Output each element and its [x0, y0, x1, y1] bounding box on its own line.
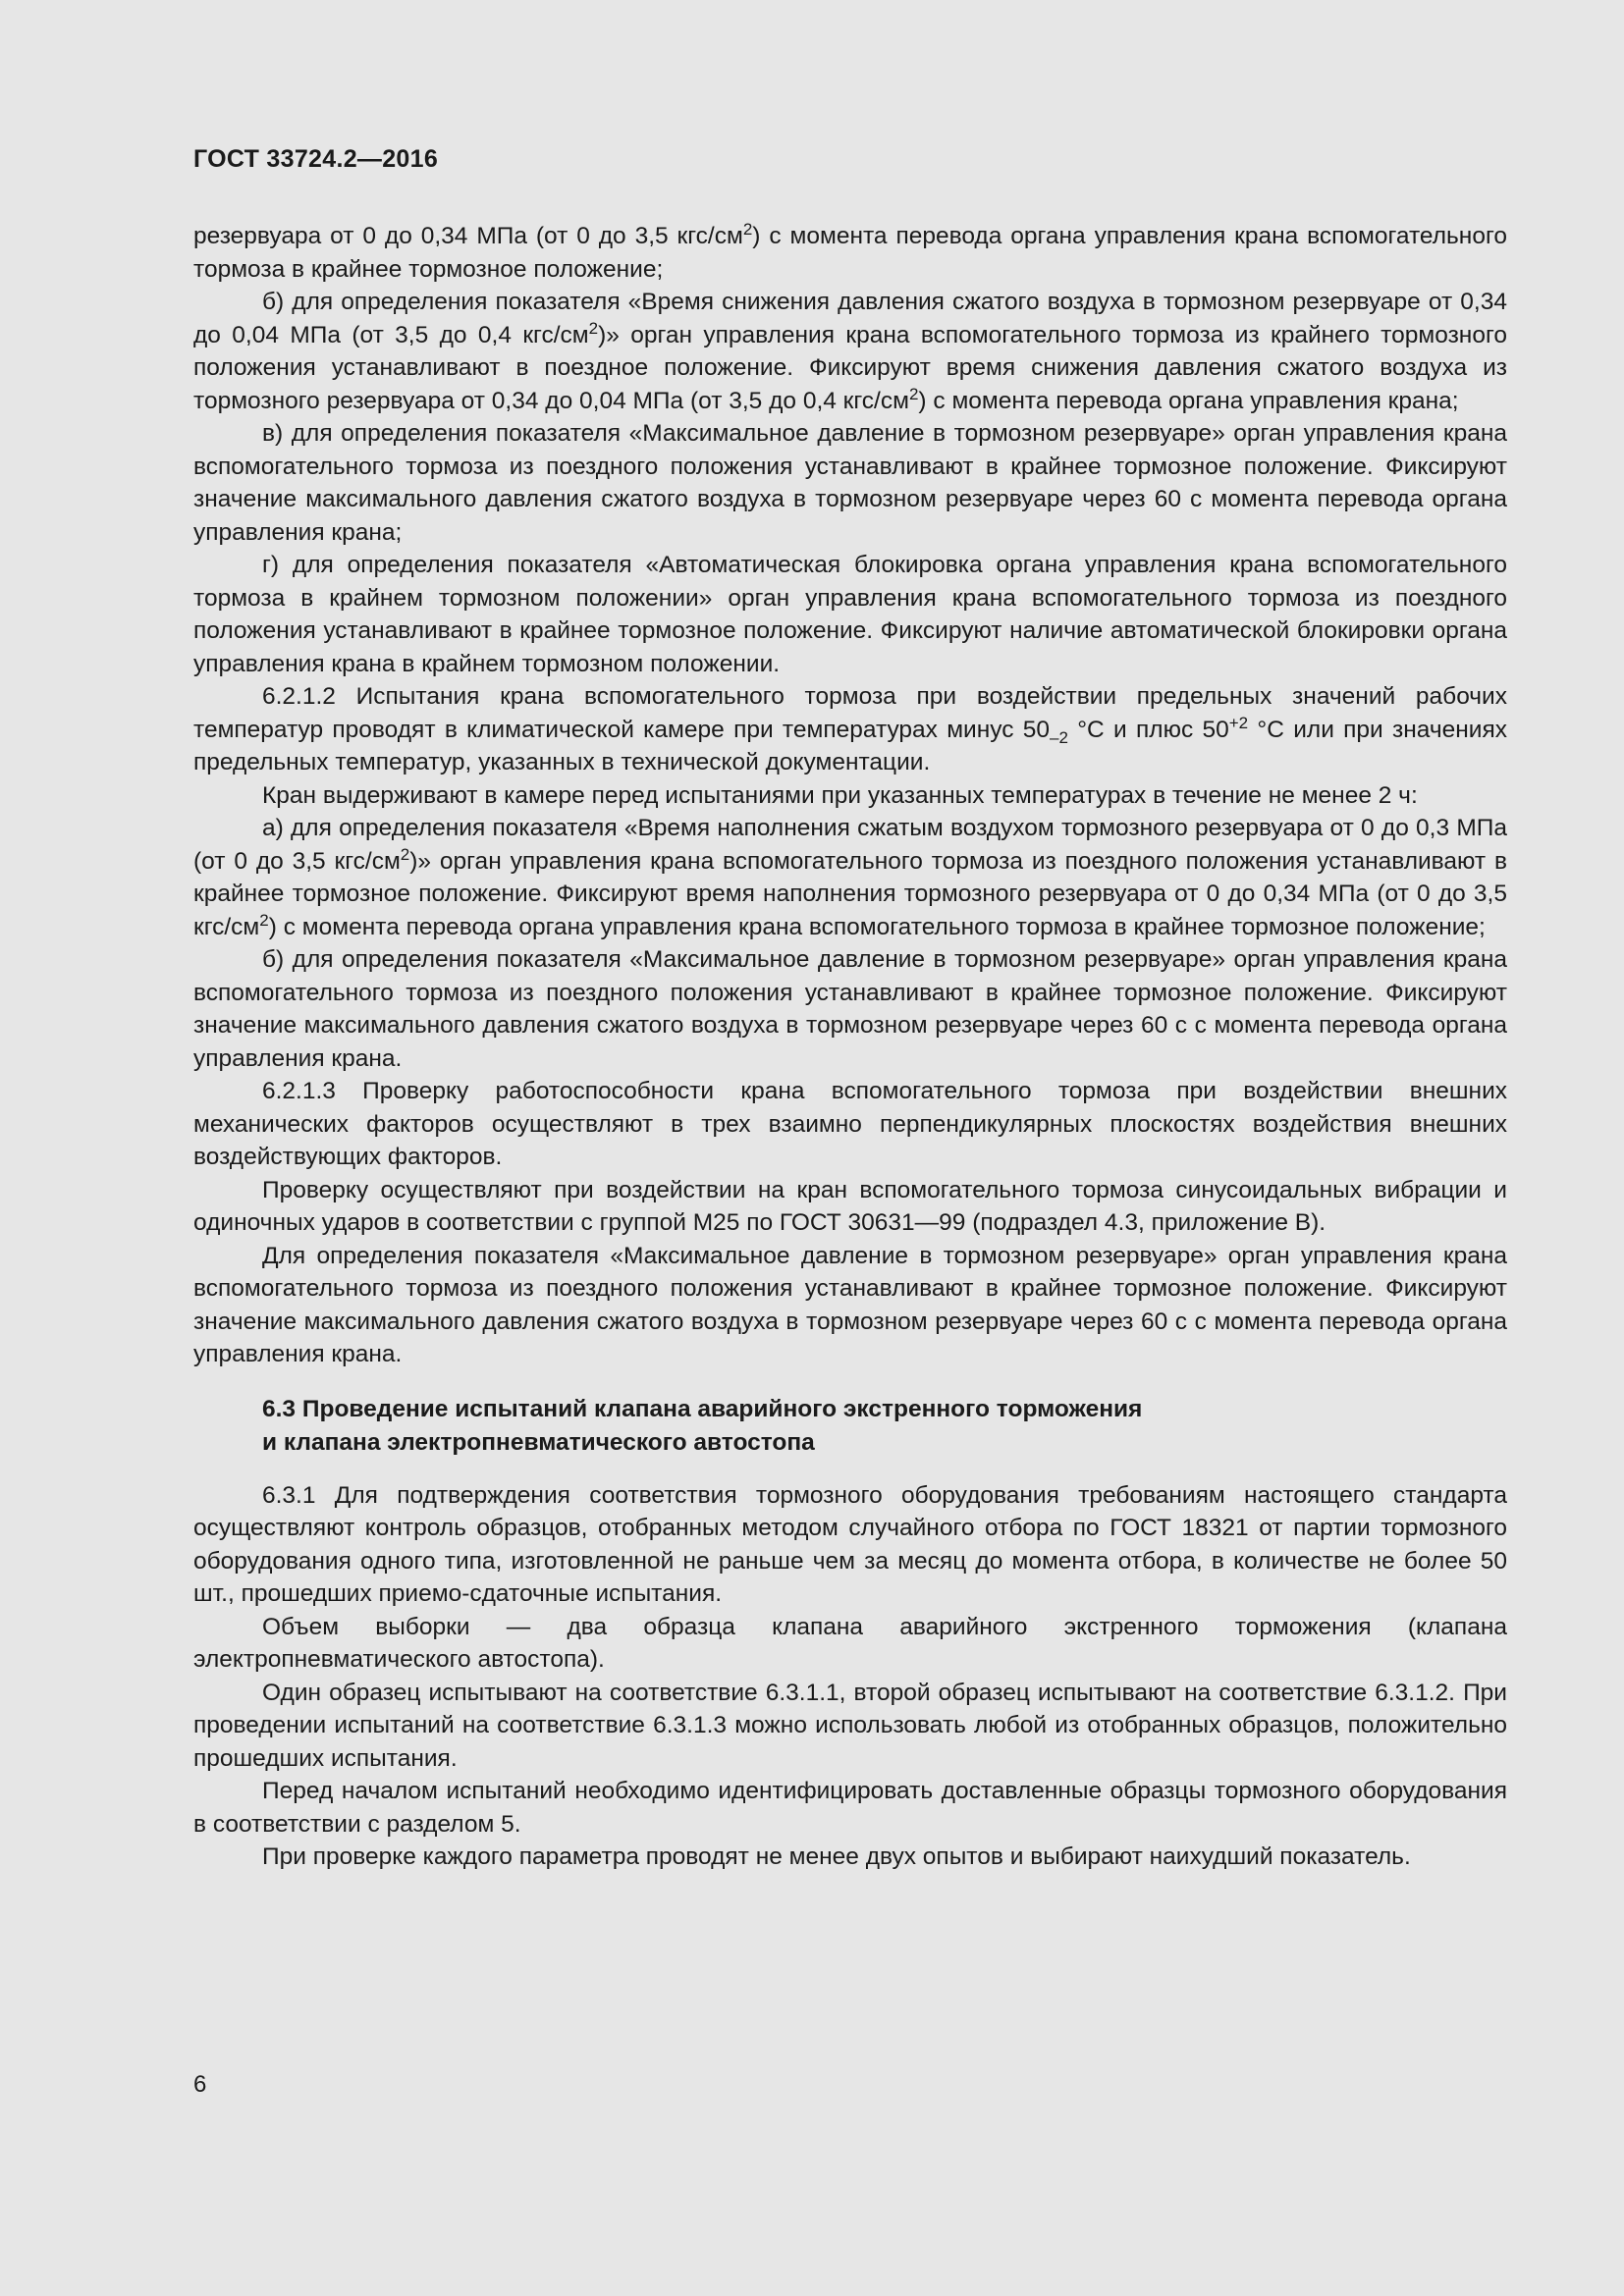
paragraph: в) для определения показателя «Максимальное давление в тормозном резервуаре» орган управления крана вспомогательного тормоза из поездного положения устанавливают в крайнее тормозное положение. Фиксируют значение максимального давления сжатого воздуха в тормозном резервуаре через 60 с момента перевода органа управления крана;	[193, 420, 1507, 546]
paragraph: Один образец испытывают на соответствие 6.3.1.1, второй образец испытывают на соответствие 6.3.1.2. При проведении испытаний на соответствие 6.3.1.3 можно использовать любой из отобранных образцов, положительно прошедших испытания.	[193, 1679, 1507, 1772]
paragraph: Для определения показателя «Максимальное давление в тормозном резервуаре» орган управления крана вспомогательного тормоза из поездного положения устанавливают в крайнее тормозное положение. Фиксируют значение максимального давления сжатого воздуха в тормозном резервуаре через 60 с с момента перевода органа управления крана.	[193, 1242, 1507, 1367]
paragraph: Перед началом испытаний необходимо идентифицировать доставленные образцы тормозного оборудования в соответствии с разделом 5.	[193, 1778, 1507, 1838]
document-body	[193, 220, 1507, 1874]
paragraph: б) для определения показателя «Максимальное давление в тормозном резервуаре» орган управления крана вспомогательного тормоза из поездного положения устанавливают в крайнее тормозное положение. Фиксируют значение максимального давления сжатого воздуха в тормозном резервуаре через 60 с с момента перевода органа управления крана.	[193, 946, 1507, 1072]
paragraph: Проверку осуществляют при воздействии на кран вспомогательного тормоза синусоидальных вибрации и одиночных ударов в соответствии с группой М25 по ГОСТ 30631—99 (подраздел 4.3, приложение В).	[193, 1176, 1507, 1236]
paragraph: г) для определения показателя «Автоматическая блокировка органа управления крана вспомогательного тормоза в крайнем тормозном положении» орган управления крана вспомогательного тормоза из поездного положения устанавливают в крайнее тормозное положение. Фиксируют наличие автоматической блокировки органа управления крана в крайнем тормозном положении.	[193, 552, 1507, 677]
paragraph: 6.3.1 Для подтверждения соответствия тормозного оборудования требованиям настоящего стандарта осуществляют контроль образцов, отобранных методом случайного отбора по ГОСТ 18321 от партии тормозного оборудования одного типа, изготовленной не раньше чем за месяц до момента отбора, в количестве не более 50 шт., прошедших приемо-сдаточные испытания.	[193, 1481, 1507, 1607]
paragraph: резервуара от 0 до 0,34 МПа (от 0 до 3,5 кгс/$см^2$) с момента перевода органа управления крана вспомогательного тормоза в крайнее тормозное положение;	[193, 220, 1507, 283]
paragraph: 6.2.1.3 Проверку работоспособности крана вспомогательного тормоза при воздействии внешних механических факторов осуществляют в трех взаимно перпендикулярных плоскостях воздействия внешних воздействующих факторов.	[193, 1078, 1507, 1170]
section-title-line: и клапана электропневматического автостопа	[262, 1428, 815, 1456]
paragraph: Кран выдерживают в камере перед испытаниями при указанных температурах в течение не менее 2 ч:	[262, 781, 1418, 809]
paragraph: Объем выборки — два образца клапана аварийного экстренного торможения (клапана электропневматического автостопа).	[193, 1613, 1507, 1673]
page-number: 6	[193, 2071, 207, 2098]
paragraph: 6.2.1.2 Испытания крана вспомогательного тормоза при воздействии предельных значений рабочих температур проводят в климатической камере при температурах минус $50_{-2}$ °С и плюс $50^{+2}$ °С или при значениях предельных температур, указанных в технической документации.	[193, 683, 1508, 775]
section-title	[262, 1393, 1507, 1460]
document-header: ГОСТ 33724.2—2016	[193, 145, 439, 173]
section-title-line: 6.3 Проведение испытаний клапана аварийного экстренного торможения	[262, 1395, 1143, 1422]
paragraph: а) для определения показателя «Время наполнения сжатым воздухом тормозного резервуара от 0 до 0,3 МПа (от 0 до 3,5 кгс/$см^2$)» орган управления крана вспомогательного тормоза из поездного положения устанавливают в крайнее тормозное положение. Фиксируют время наполнения тормозного резервуара от 0 до 0,34 МПа (от 0 до 3,5 кгс/$см^2$) с момента перевода органа управления крана вспомогательного тормоза в крайнее тормозное положение;	[193, 815, 1507, 940]
paragraph: При проверке каждого параметра проводят не менее двух опытов и выбирают наихудший показатель.	[262, 1843, 1411, 1870]
paragraph: б) для определения показателя «Время снижения давления сжатого воздуха в тормозном резервуаре от 0,34 до 0,04 МПа (от 3,5 до 0,4 кгс/$см^2$)» орган управления крана вспомогательного тормоза из крайнего тормозного положения устанавливают в поездное положение. Фиксируют время снижения давления сжатого воздуха из тормозного резервуара от 0,34 до 0,04 МПа (от 3,5 до 0,4 кгс/$см^2$) с момента перевода органа управления крана;	[193, 289, 1507, 414]
